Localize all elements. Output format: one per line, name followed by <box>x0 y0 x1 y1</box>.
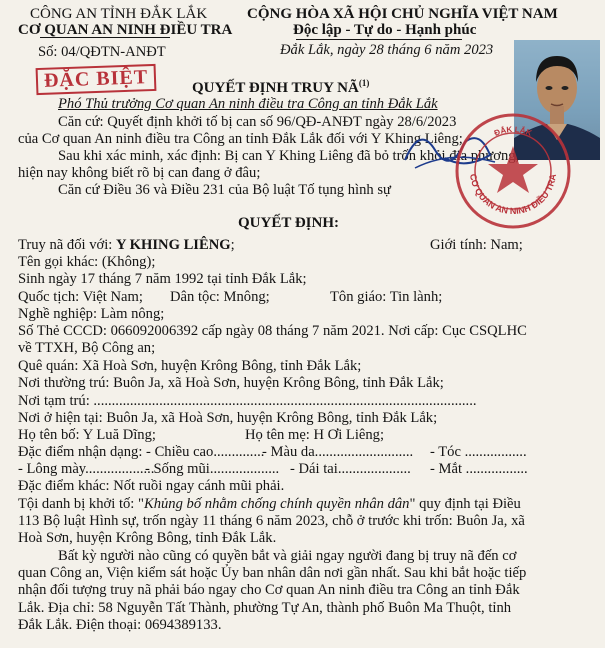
features-nose: - Sống mũi................... <box>145 461 280 477</box>
wanted-line: Truy nã đối với: Y KHING LIÊNG; <box>18 237 235 253</box>
ethnicity: Dân tộc: Mnông; <box>170 289 270 305</box>
charge-line-2: 113 Bộ luật Hình sự, trốn ngày 11 tháng 6 năm 2023, chỗ ở trước khi trốn: Buôn Ja, xã <box>18 513 525 529</box>
special-stamp: ĐẶC BIỆT <box>36 64 157 95</box>
features-eyes: - Mắt ................. <box>430 461 528 477</box>
features-earlobe: - Dái tai.................... <box>290 461 411 477</box>
father-name: Họ tên bố: Y Luă Dĩng; <box>18 427 156 443</box>
id-card-line-1: Số Thẻ CCCD: 066092006392 cấp ngày 08 tháng 7 năm 2021. Nơi cấp: Cục CSQLHC <box>18 323 527 339</box>
svg-text:ĐẮK LẮK <box>493 125 533 138</box>
id-card-line-2: về TTXH, Bộ Công an; <box>18 340 156 356</box>
alias: Tên gọi khác: (Không); <box>18 254 156 270</box>
header-left-rule <box>40 37 170 38</box>
features-eyebrows: - Lông mày................... <box>18 461 155 477</box>
features-skin: - Màu da........................... <box>262 444 414 460</box>
occupation: Nghề nghiệp: Làm nông; <box>18 306 165 322</box>
header-department: CƠ QUAN AN NINH ĐIỀU TRA <box>18 22 233 38</box>
signer-title: Phó Thủ trưởng Cơ quan An ninh điều tra Công an tỉnh Đắk Lắk <box>58 96 438 112</box>
seal-text: CƠ QUAN AN NINH ĐIỀU TRA <box>468 173 558 217</box>
header-country: CỘNG HÒA XÃ HỘI CHỦ NGHĨA VIỆT NAM <box>247 6 558 22</box>
notice-line-5: Đắk Lắk. Điện thoại: 0694389133. <box>18 617 222 633</box>
wanted-label: Truy nã đối với: <box>18 237 116 253</box>
wanted-name: Y KHING LIÊNG <box>116 237 231 253</box>
other-features: Đặc điểm khác: Nốt ruồi ngay cánh mũi phải. <box>18 478 285 494</box>
temporary-residence: Nơi tạm trú: ......................................................................................................... <box>18 393 477 409</box>
religion: Tôn giáo: Tin lành; <box>330 289 443 305</box>
header-agency: CÔNG AN TỈNH ĐẮK LẮK <box>30 6 208 22</box>
preamble-line-5: Căn cứ Điều 36 và Điều 231 của Bộ luật Tố tụng hình sự <box>58 182 391 198</box>
seal-top-text: ĐẮK LẮK <box>492 124 534 138</box>
hometown: Quê quán: Xã Hoà Sơn, huyện Krông Bông, tỉnh Đắk Lắk; <box>18 358 362 374</box>
document-number: Số: 04/QĐTN-ANĐT <box>38 44 166 60</box>
document-title: QUYẾT ĐỊNH TRUY NÃ$^{(1)}$ <box>192 78 370 96</box>
mother-name: Họ tên mẹ: H Ơi Liêng; <box>245 427 385 443</box>
header-right-rule <box>296 39 462 40</box>
notice-line-2: quan Công an, Viện kiểm sát hoặc Ủy ban nhân dân nơi gần nhất. Sau khi bắt hoặc tiếp <box>18 565 527 581</box>
header-motto: Độc lập - Tự do - Hạnh phúc <box>293 22 477 38</box>
features-hair: - Tóc ................. <box>430 444 527 460</box>
features-height: Đặc điểm nhận dạng: - Chiều cao.............. <box>18 444 265 460</box>
preamble-line-4: hiện nay không biết rõ bị can đang ở đâu; <box>18 165 261 181</box>
notice-line-4: Lắk. Địa chỉ: 58 Nguyễn Tất Thành, phường Tự An, thành phố Buôn Ma Thuột, tỉnh <box>18 600 512 616</box>
notice-line-3: nhận đối tượng truy nã phải báo ngay cho Cơ quan An ninh điều tra Công an tỉnh Đắk <box>18 582 520 598</box>
notice-line-1: Bất kỳ người nào cũng có quyền bắt và giải ngay người đang bị truy nã đến cơ <box>58 548 517 564</box>
preamble-line-3: Sau khi xác minh, xác định: Bị can Y Khing Liêng đã bỏ trốn khỏi địa phương, <box>58 148 520 164</box>
decision-heading: QUYẾT ĐỊNH: <box>238 215 339 231</box>
charge-name: Khủng bố nhằm chống chính quyền nhân dân <box>143 496 410 512</box>
charge-line-1: Tội danh bị khởi tố: "Khủng bố nhằm chống chính quyền nhân dân" quy định tại Điều <box>18 496 521 512</box>
birth-info: Sinh ngày 17 tháng 7 năm 1992 tại tỉnh Đắk Lắk; <box>18 271 307 287</box>
preamble-line-1: Căn cứ: Quyết định khởi tố bị can số 96/QĐ-ANĐT ngày 28/6/2023 <box>58 114 457 130</box>
permanent-residence: Nơi thường trú: Buôn Ja, xã Hoà Sơn, huyện Krông Bông, tỉnh Đắk Lắk; <box>18 375 444 391</box>
official-seal <box>452 110 574 232</box>
gender: Giới tính: Nam; <box>430 237 523 253</box>
document-date: Đắk Lắk, ngày 28 tháng 6 năm 2023 <box>280 42 494 58</box>
current-residence: Nơi ở hiện tại: Buôn Ja, xã Hoà Sơn, huyện Krông Bông, tỉnh Đắk Lắk; <box>18 410 438 426</box>
preamble-line-2: của Cơ quan An ninh điều tra Công an tỉnh Đắk Lắk đối với Y Khing Liêng; <box>18 131 463 147</box>
charge-line-3: Hoà Sơn, huyện Krông Bông, tỉnh Đắk Lắk. <box>18 530 277 546</box>
nationality: Quốc tịch: Việt Nam; <box>18 289 143 305</box>
